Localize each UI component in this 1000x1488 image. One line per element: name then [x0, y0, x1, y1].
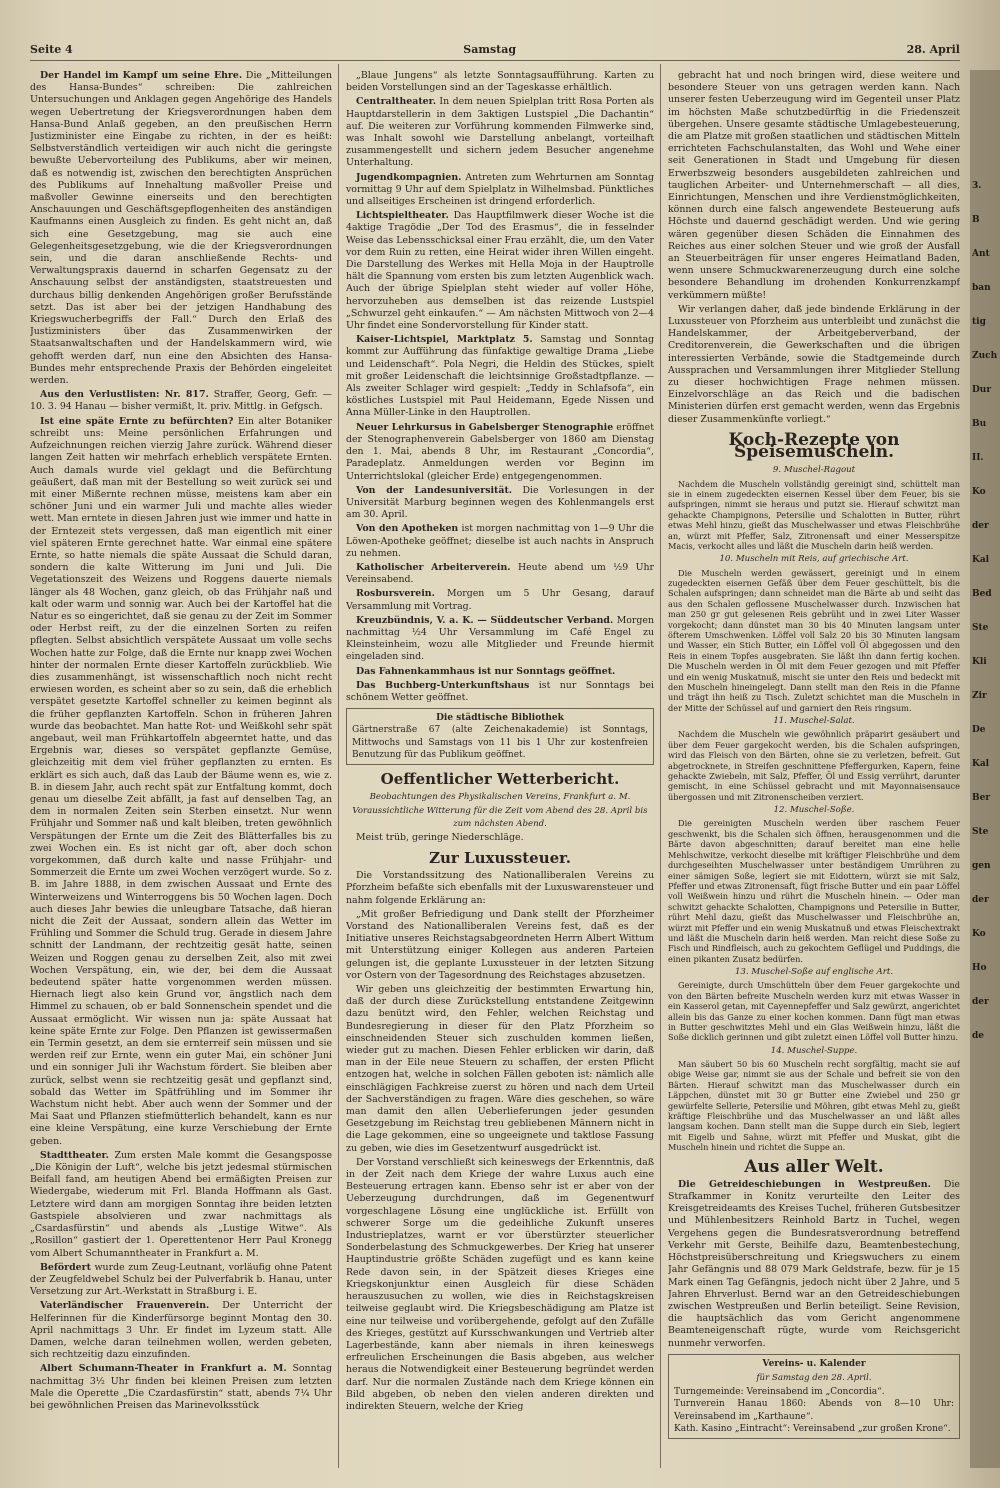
- page-number: Seite 4: [30, 42, 73, 56]
- strip-fragment: ban: [972, 283, 991, 293]
- strip-fragment: B: [972, 215, 980, 225]
- recipe-text: Nachdem die Muscheln vollständig gereinigt sind, schüttelt man sie in einem zugedeckten eisernen Kessel über dem Feuer, bis sie aufspringen, nimmt sie heraus und putzt sie. Hierauf schwitzt man gehackte Champignons, Petersilie und Schalotten in Butter, rührt etwas Mehl hinzu, gießt das Muschelwasser und etwas Fleischbrühe an, würzt mit Pfeffer, Salz, Zitronensaft und einer Messerspitze Macis, verkocht alles und läßt die Muscheln darin heiß werden.: [668, 478, 960, 551]
- article-paragraph: [346, 588, 654, 612]
- recipe-title: 13. Muschel-Soße auf englische Art.: [734, 967, 894, 978]
- article-paragraph: [30, 1262, 332, 1299]
- article-paragraph: [346, 70, 654, 94]
- strip-fragment: tig: [972, 317, 986, 327]
- article-paragraph: [30, 1363, 332, 1412]
- article-paragraph: [30, 416, 332, 1148]
- article-paragraph: [346, 523, 654, 560]
- recipe-text: Nachdem die Muscheln wie gewöhnlich präparirt gesäubert und über dem Feuer gargekocht werden, bis die Schalen aufspringen, wird das Fleisch von den Bärten, ohne sie zu verletzen, befreit. Gut abgetrocknete, in Streifen geschnittene Pfeffergurken, Kapern, feine gehackte Zwiebeln, mit Salz, Pfeffer, Öl und Essig verrührt, darunter gemischt, in eine Schüssel gebracht und mit Mayonnaisensauce übergossen und mit Zitronenscheiben verziert.: [668, 729, 960, 802]
- article-lead: Kaiser-Lichtspiel, Marktplatz 5.: [356, 334, 533, 346]
- strip-fragment: Ho: [972, 963, 987, 973]
- article-paragraph: [30, 70, 332, 387]
- weather-forecast-heading: Voraussichtliche Witterung für die Zeit vom Abend des 28. April bis zum nächsten Abend.: [352, 806, 648, 829]
- strip-fragment: 3.: [972, 181, 982, 191]
- article-lead: Stadttheater.: [40, 1149, 109, 1161]
- recipe-title: 14. Muschel-Suppe.: [770, 1045, 858, 1056]
- weather-forecast: Meist trüb, geringe Niederschläge.: [356, 831, 524, 843]
- library-title: Die städtische Bibliothek: [436, 713, 564, 724]
- article-text: Ein alter Botaniker schreibt uns: Meine persönlichen Erfahrungen und Aufzeichnungen reichen vierzig Jahre zurück. Während dieser langen Zeit hatten wir mehrfach erheblich verspätete Ernten. Auch damals wurde viel geklagt und die Befürchtung geäußert, daß man mit der Bestellung so weit zurück sei und mit einer Mißernte rechnen müsse, meistens kam aber ein schöner Juni und ein warmer Juli und machte alles wieder wett. Man erntete in diesen Jahren just wie immer und hatte in der Erntezeit stets vergessen, daß man eigentlich mit einer viel späteren Ernte gerechnet hatte. War einmal eine spätere Ernte, so hatte niemals die späte Aussaat die Schuld daran, sondern die kalte Witterung im Juni und Juli. Die Vegetationszeit des Weizens und Roggens dauerte niemals länger als 48 Wochen, ganz gleich, ob das Frühjahr naß und kalt oder warm und sonnig war. Auch bei der Kartoffel hat die Natur es so eingerichtet, daß sie genau zu der Zeit im Sommer oder Herbst reift, zu der die einzelnen Sorten zu reifen pflegten. Selbst absichtlich verspätete Aussaat um volle sechs Wochen hatte zur Folge, daß die Ernte nur knapp zwei Wochen hinter der normalen Ernte dieser Kartoffeln zurückblieb. Wie dies zusammenhängt, ist wissenschaftlich noch nicht recht erwiesen worden, es scheint aber so zu sein, daß die erheblich verspätet gesetzte Kartoffel schneller zu keimen beginnt als die früher gepflanzten Kartoffeln. Schon in früheren Jahren wurde das beobachtet. Man hatte Rot- und Weißkohl sehr spät angebaut, weil man Frühkartoffeln abgeerntet hatte, und das Ergebnis war, dieses so verspätet gepflanzte Gemüse, gleichzeitig mit dem viel früher gepflanzten zu ernten. Es erklärt es sich auch, daß das Laub der Bäume wenn es, wie z. B. in diesem Jahr, auch recht spät zur Entfaltung kommt, doch genau um dieselbe Zeit abfällt, ja fast auf denselben Tag, an dem in normalen Zeiten sein Sterben einsetzt. Nur wenn Frühjahr und Sommer naß und kalt bleiben, treten gewöhnlich Verspätungen der Ernte um die Zeit des Blätterfalles bis zu zwei Wochen ein. Es ist nicht gar oft, aber doch schon vorgekommen, daß durch kalte und nasse Frühjahr- und Sommerzeit die Ernte um zwei Wochen verzögert wurde. So z. B. im Jahre 1888, in dem zwischen Aussaat und Ernte des Winterweizens und Winterroggens bis 50 Wochen lagen. Doch auch dieses Jahr bewies die unleugbare Tatsache, daß hieran nicht die Zeit der Aussaat, sondern allein das Wetter im Frühling und Sommer die Schuld trug. Gerade in diesem Jahre schnitt der Landmann, der rechtzeitig gesät hatte, seinen Weizen und Roggen genau zu derselben Zeit, also mit zwei Wochen Verspätung, ein, wie der, bei dem die Aussaat bedeutend später hatte vorgenommen werden müssen. Hiernach liegt also kein Grund vor, ängstlich nach dem Himmel zu schauen, ob er bald Sonnenschein spendet und die Aussaat ermöglicht. Wir wissen nun ja: späte Aussaat hat keine späte Ernte zur Folge. Den Pflanzen ist gewissermaßen ein Termin gesetzt, an dem sie ernterreif sein müssen und sie werden reif zur Ernte, wenn ein guter Mai, ein schöner Juni und ein sonniger Juli ihr Wachstum fördert. Sie bleiben aber zurück, selbst wenn sie rechtzeitig gesät und gepflanzt sind, sobald das Wetter im Spätfrühling und im Sommer ihr Wachstum nicht hebt. Aber auch wenn der Sommer und der Mai Saat und Pflanzen stiefmütterlich behandelt, kann es nur eine kleine Verspätung, eine kurze Verschiebung der Ernte geben.: [30, 415, 332, 1147]
- article-text: Die Strafkammer in Konitz verurteilte den Leiter des Kreisgetreideamts des Kreises Tuchel, früheren Gutsbesitzer und Mühlenbesitzers Reinhold Bartz in Tuchel, wegen Vergehens gegen die Bundesratsverordnung betreffend Verkehr mit Gerste, Beihilfe dazu, Beamtenbestechung, Höchstpreisüberschreitung und Kriegswuchers zu einem Jahr Gefängnis und 88 079 Mark Geldstrafe, bezw. für je 15 Mark einen Tag Gefängnis, jedoch nicht über 2 Jahre, und 5 Jahren Ehrverlust. Bernd war an den Getreideschiebungen zwischen Westpreußen und Berlin beteiligt. Seine Revision, die hauptsächlich das vom Gericht angenommene Beamteneigenschaft rügte, wurde vom Reichsgericht nunmehr verworfen.: [668, 1178, 960, 1349]
- weekday: Samstag: [463, 42, 517, 56]
- column-2: [346, 70, 654, 1468]
- library-notice: [346, 708, 654, 765]
- article-paragraph: [346, 210, 654, 332]
- luxury-paragraph: „Mit großer Befriedigung und Dank stellt der Pforzheimer Vorstand des Nationalliberalen Vereins fest, daß es der Initiative unseres Reichstagsabgeordneten Herrn Albert Wittum mit Unterstützung einiger Kollegen aus anderen Parteien gelungen ist, die geplante Luxussteuer in der letzten Sitzung vor Ostern von der Tagesordnung des Reichstages abzusetzen.: [346, 908, 654, 981]
- strip-fragment: Dur: [972, 385, 992, 395]
- column-3: [668, 70, 960, 1468]
- luxury-paragraph: Wir geben uns gleichzeitig der bestimmten Erwartung hin, daß der durch diese Zurückstellung entstandene Zeitgewinn dazu benützt wird, den Fehler, welchen Reichstag und Bundesregierung in dieser für den Platz Pforzheim so einschneidenden Steuer sich zuschulden kommen ließen, wieder gut zu machen. Diesen Fehler erblicken wir darin, daß man in der Eile neue Steuern zu schaffen, der ersten Pflicht entzogen hat, welche in solchen Fällen geboten ist: nämlich alle einschlägigen Fachkreise zuerst zu hören und nach dem Urteil der Sachverständigen zu fragen. Wäre dies geschehen, so wäre man damit den allen Ueberlieferungen jeder gesunden Gesetzgebung im Reichstag treu gebliebenen Männern nicht in die Lage gekommen, eine so ungeeignete und taktlose Fassung zu geben, wie dies im Gesetzentwurf ausgedrückt ist.: [346, 984, 654, 1154]
- strip-fragment: Bed: [972, 589, 992, 599]
- article-lead: Lichtspieltheater.: [356, 210, 449, 222]
- article-lead: Neuer Lehrkursus in Gabelsberger Stenographie: [356, 421, 614, 433]
- article-lead: Vaterländischer Frauenverein.: [40, 1300, 210, 1312]
- strip-fragment: der: [972, 997, 989, 1007]
- article-lead: Centraltheater.: [356, 96, 436, 108]
- strip-fragment: Kli: [972, 657, 987, 667]
- article-paragraph: [346, 615, 654, 664]
- article-text: Die „Mitteilungen des Hansa-Bundes“ schreiben: Die zahlreichen Untersuchungen und Anklagen gegen Angehörige des Handels wegen Uebertretung der Kriegsverordnungen haben dem Hansa-Bund Anlaß gegeben, an den preußischen Herrn Justizminister eine Eingabe zu richten, in der es heißt: Selbstverständlich verteidigen wir auch nicht die geringste bewußte Uebervorteilung des Publikums, aber wir meinen, daß es notwendig ist, zwischen den berechtigten Ansprüchen des Publikums auf Innehaltung maßvoller Preise und maßvoller Gewinne einerseits und den berechtigten Anschauungen und Geschäftsgepflogenheiten des anständigen Kaufmanns einen Ausgleich zu finden. Es geht nicht an, daß sich eine Gesetzgebung, mag sie auch eine Gelegenheitsgesetzgebung, wie die der Kriegsverordnungen sein, und die daran anschließende Rechts- und Verwaltungspraxis dauernd in scharfen Gegensatz zu der Anschauung selbst der anständigsten, staatstreuesten und durchaus billig denkenden Angehörigen großer Berufsstände setzt. Das ist aber bei der jetzigen Handhabung des Kriegswucherbegriffs der Fall.“ Durch den Erlaß des Justizministers über das Zusammenwirken der Staatsanwaltschaften und der Handelskammern wird, wie gehofft werden darf, nun eine den Absichten des Hansa-Bundes mehr entsprechende Praxis der Behörden eingeleitet werden.: [30, 70, 332, 387]
- article-text: Der Unterricht der Helferinnen für die Kinderfürsorge beginnt Montag den 30. April nachmittags 3 Uhr. Er findet im Lyzeum statt. Alle Damen, welche daran teilnehmen wollen, werden gebeten, sich rechtzeitig dazu einzufinden.: [30, 1300, 332, 1361]
- article-paragraph: [346, 485, 654, 522]
- calendar-line: Turnverein Hanau 1860: Abends von 8—10 Uhr: Vereinsabend im „Karthaune“.: [674, 1399, 954, 1422]
- recipe-title: 12. Muschel-Soße.: [773, 805, 855, 816]
- article-lead: Von der Landesuniversität.: [356, 484, 513, 496]
- article-paragraph: [346, 680, 654, 704]
- strip-fragment: Kal: [972, 555, 990, 565]
- calendar-subtitle: für Samstag den 28. April.: [756, 1372, 872, 1383]
- article-text: ist nur Sonntags bei schönem Wetter geöffnet.: [346, 679, 654, 703]
- article-paragraph: [30, 1300, 332, 1361]
- strip-fragment: Ant: [972, 249, 990, 259]
- strip-fragment: Zuch: [972, 351, 998, 361]
- article-text: eröffnet der Stenographenverein Gabelsberger von 1860 am Dienstag den 1. Mai, abends 8 Uhr, im Restaurant „Concordia“, Paradeplatz. Anmeldungen werden vor Beginn im Unterrichtslokal (gleicher Erde) entgegengenommen.: [346, 421, 654, 482]
- article-text: Das Hauptfilmwerk dieser Woche ist die 4aktige Tragödie „Der Tod des Erasmus“, die in fesselnder Weise das Lebensschicksal einer Frau erzählt, die, um den Vater vor dem Ruin zu retten, eine Heirat wider ihren Willen eingeht. Die Darstellung des Werkes mit Hella Moja in der Hauptrolle hält die Spannung vom ersten bis zum letzten Augenblick wach. Auch der übrige Spielplan steht wieder auf voller Höhe, hervorzuheben aus demselben ist das reizende Lustspiel „Schwurzel geht einkaufen.“ — Am nächsten Mittwoch von 2—4 Uhr findet eine Sondervorstellung für Kinder statt.: [346, 210, 654, 332]
- article-lead: Katholischer Arbeiterverein.: [356, 561, 511, 573]
- article-text: In dem neuen Spielplan tritt Rosa Porten als Hauptdarstellerin in dem 3aktigen Lustspiel „Die Dachantin“ auf. Die weiteren zur Vorführung kommenden Filmwerke sind, was Inhalt sowohl wie Darstellung anbelangt, vorteilhaft zusammengestellt und sichern jedem Besucher angenehme Unterhaltung.: [346, 96, 654, 169]
- article-lead: Von den Apotheken: [356, 523, 459, 535]
- world-title: Aus aller Welt.: [744, 1156, 884, 1177]
- article-paragraph: [346, 666, 654, 678]
- article-paragraph: [346, 562, 654, 586]
- strip-fragment: Bu: [972, 419, 987, 429]
- recipe-text: Die Muscheln werden gewässert, gereinigt und in einem zugedeckten eisernen Gefäß über dem Feuer geschüttelt, bis die Schalen aufspringen; dann schneidet man die Bärte ab und seiht das aus den Schalen geflossene Muschelwasser durch. Inzwischen hat man 250 gr gut gelesenen Reis gebrüht und in zwei Liter Wasser vorgekocht; dann dünstet man 30 bis 40 Minuten langsam unter öfterem Umschwenken. Löffel voll Salz 20 bis 30 Minuten langsam und Wasser, ein Stich Butter, ein Löffel voll Öl abgegossen und den Reis in einem Topfes ausgebraten. Sie läßt ihn dann fertig kochen. Die Muscheln werden in Öl mit dem Feuer gezogen und mit Pfeffer und ein wenig Muskatnuß, mischt sie unter den Reis und bedeckt mit den Muscheln hineingelegt. Dann stellt man den Reis in die Pfanne und trägt ihn heiß zu Tisch. Zuletzt schichtet man die Muscheln in der Mitte der Schüssel auf und garniert den Reis ringsum.: [668, 567, 960, 713]
- strip-fragment: de: [972, 1031, 985, 1041]
- strip-fragment: Ko: [972, 929, 986, 939]
- library-text: Gärtnerstraße 67 (alte Zeichenakademie) ist Sonntags, Mittwochs und Samstags von 11 bis 1 Uhr zur kostenfreien Benutzung für das Publikum geöffnet.: [352, 725, 648, 760]
- article-lead: Die Getreideschiebungen in Westpreußen.: [678, 1178, 931, 1190]
- strip-fragment: Ko: [972, 487, 986, 497]
- article-text: „Blaue Jungens“ als letzte Sonntagsaufführung. Karten zu beiden Vorstellungen sind an der Tageskasse erhältlich.: [346, 70, 654, 94]
- calendar-line: Kath. Kasino „Eintracht“: Vereinsabend „zur großen Krone“.: [674, 1423, 951, 1434]
- article-text: Antreten zum Wehrturnen am Sonntag vormittag 9 Uhr auf dem Spielplatz in Wilhelmsbad. Pünktliches und allseitiges Erscheinen ist dringend erforderlich.: [346, 171, 654, 208]
- recipe-text: Gereinigte, durch Umschütteln über dem Feuer gargekochte und von den Bärten befreite Muscheln werden kurz mit etwas Wasser in ein Kasserol getan, mit Cayennepfeffer und Salz gewürzt, angerichtet allein bis das Ganze zu einer kochen kommen. Dann fügt man etwas in Butter geschwitztes Mehl und ein Glas Weißwein hinzu, läßt die Soße dicklich gerinnen und gibt zuletzt einen Löffel voll Butter hinzu.: [668, 980, 960, 1043]
- article-text: Die Vorlesungen in der Universität Marburg beginnen wegen des Kohlenmangels erst am 30. April.: [346, 484, 654, 521]
- article-paragraph: [668, 1179, 960, 1350]
- weather-title: Oeffentlicher Wetterbericht.: [380, 769, 620, 788]
- article-paragraph: [346, 172, 654, 209]
- recipe-title: 10. Muscheln mit Reis, auf griechische Art.: [719, 554, 909, 565]
- luxury-title: Zur Luxussteuer.: [429, 848, 571, 867]
- article-lead: Albert Schumann-Theater in Frankfurt a. M.: [40, 1363, 287, 1375]
- article-text: ist morgen nachmittag von 1—9 Uhr die Löwen-Apotheke geöffnet; dieselbe ist auch nachts in Anspruch zu nehmen.: [346, 523, 654, 559]
- adjacent-page-fragments: [972, 180, 998, 1064]
- article-text: Sonntag nachmittag 3½ Uhr finden bei kleinen Preisen zum letzten Male die Operette „Die Czardasfürstin“ statt, abends 7¼ Uhr bei gewöhnlichen Preisen das Marinevolksstück: [30, 1363, 332, 1411]
- calendar-line: Turngemeinde: Vereinsabend im „Concordia“.: [674, 1387, 885, 1398]
- column-1: [30, 70, 332, 1468]
- strip-fragment: Ber: [972, 793, 991, 803]
- article-lead: Rosbursverein.: [356, 588, 435, 600]
- article-text: Straffer, Georg, Gefr. — 10. 3. 94 Hanau — bisher vermißt, lt. priv. Mittlg. in Gefgsch.: [30, 389, 332, 413]
- strip-fragment: Kal: [972, 759, 990, 769]
- strip-fragment: Ste: [972, 827, 989, 837]
- recipe-text: Die gereinigten Muscheln werden über raschem Feuer geschwenkt, bis die Schalen sich öffnen, herausgenommen und die Bärte davon abgeschnitten; darauf bereitet man eine helle Mehlschwitze, verkocht dieselbe mit kräftiger Fleischbrühe und dem durchgeseihten Muschelwasser unter beständigem Umrühren zu einer sämigen Soße, legiert sie mit Eidottern, würzt sie mit Salz, Pfeffer und etwas Zitronensaft, fügt frische Butter und ein paar Löffel voll Weißwein hinzu und rührt die Muscheln hinein. — Oder man schwitzt gehackte Schalotten, Champignons und Petersilie in Butter, rührt Mehl dazu, gießt das Muschelwasser und Fleischbrühe an, würzt mit Pfeffer und ein wenig Muskatnuß und etwas Fleischextrakt und läßt die Muscheln darin heiß werden. Man reicht diese Soße zu Fisch und Rindfleisch, auch zu gekochtem Geflügel und Puddings, die einen pikanten Zusatz bedürfen.: [668, 818, 960, 964]
- strip-fragment: gen: [972, 861, 991, 871]
- article-paragraph: [30, 1150, 332, 1260]
- recipe-title: 11. Muschel-Salat.: [773, 716, 855, 727]
- strip-fragment: der: [972, 521, 989, 531]
- masthead: [30, 38, 960, 61]
- column-rule: [660, 64, 661, 1468]
- article-lead: Jugendkompagnien.: [356, 171, 462, 183]
- article-text: Zum ersten Male kommt die Gesangsposse „Die Königin der Luft“, welche bis jetzt jedesmal stürmischen Beifall fand, am heutigen Abend bei ermäßigten Preisen zur Wiedergabe, wiederum mit Frl. Blanda Hoffmann als Gast. Letztere wird dann am morgigen Sonntag ihre beiden letzten Gastspiele absolvieren und zwar nachmittags als „Csardasfürstin“ und abends als „Lustige Witwe“. Als „Rosillon“ gastiert der 1. Operettentenor Herr Paul Kronegg vom Albert Schumanntheater in Frankfurt a. M.: [30, 1149, 332, 1259]
- article-paragraph: [30, 389, 332, 413]
- strip-fragment: II.: [972, 453, 984, 463]
- article-lead: Kreuzbündnis, V. a. K. — Süddeutscher Verband.: [356, 614, 614, 626]
- continued-paragraph: Wir verlangen daher, daß jede bindende Erklärung in der Luxussteuer von Pforzheim aus unterbleibt und zunächst die Handelskammer, der Arbeitgeberverband, der Creditorenverein, die Gewerkschaften und die übrigen interessierten Verbände, sowie die Stadtgemeinde durch Aussprachen und Versammlungen ihrer Mitglieder Stellung zu dieser hochwichtigen Frage nehmen müssen. Einzelvorschläge an das Reich und die badischen Ministerien dürfen erst gemacht werden, wenn das Ergebnis dieser Zusammenkünfte vorliegt.“: [668, 303, 960, 425]
- date: 28. April: [906, 42, 960, 56]
- article-lead: Aus den Verlustlisten: Nr. 817.: [40, 389, 209, 401]
- recipes-title: Koch-Rezepte von Speisemuscheln.: [728, 429, 900, 463]
- article-text: Heute abend um ½9 Uhr Vereinsabend.: [346, 561, 654, 586]
- article-lead: Ist eine späte Ernte zu befürchten?: [40, 415, 234, 427]
- article-lead: Das Buchberg-Unterkunftshaus: [356, 679, 530, 691]
- article-paragraph: [346, 422, 654, 483]
- strip-fragment: Zir: [972, 691, 987, 701]
- article-text: wurde zum Zeug-Leutnant, vorläufig ohne Patent der Zeugfeldwebel Schulz bei der Pulverfabrik b. Hanau, unter Versetzung zur Art.-Werkstatt in Straßburg i. E.: [30, 1261, 332, 1298]
- strip-fragment: der: [972, 895, 989, 905]
- column-rule: [338, 64, 339, 1468]
- club-calendar: [668, 1354, 960, 1439]
- strip-fragment: Ste: [972, 623, 989, 633]
- calendar-title: Vereins- u. Kalender: [762, 1358, 866, 1369]
- article-lead: Das Fahnenkammhaus ist nur Sonntags geöffnet.: [356, 665, 616, 677]
- luxury-paragraph: Die Vorstandssitzung des Nationalliberalen Vereins zu Pforzheim befaßte sich ebenfalls mit der Luxuswarensteuer und nahm folgende Erklärung an:: [346, 870, 654, 906]
- continued-paragraph: gebracht hat und noch bringen wird, diese weitere und besondere Steuer von uns getragen werden kann. Nach unserer festen Ueberzeugung wird im Gegenteil unser Platz im höchsten Maße schutzbedürftig in die Friedenszeit übergehen. Unsere gesamte städtische Umlagebesteuerung, die am Platze mit großen staatlichen und städtischen Mitteln errichteten Fachschulanstalten, das Wohl und Wehe einer seit Generationen in Stadt und Umgebung für diesen Erwerbszweig besonders ausgebildeten zahlreichen und tauglichen Arbeiter- und Unternehmerschaft — all dies, Einrichtungen, Menschen und ihre Verdienstmöglichkeiten, können durch eine falsch angewendete Besteuerung aufs Höchste und dauernd geschädigt werden. Und wie gering wären gegenüber diesen Schäden die Einnahmen des Reiches aus einer solchen Steuer und wie groß der Ausfall an Steuerbeiträgen für unser engeres Heimatland Baden, wenn unsere Schmuckwarenerzeugung durch eine solche besondere Behandlung im drohenden Konkurrenzkampf verkümmern müßte!: [668, 70, 960, 301]
- luxury-paragraph: Der Vorstand verschließt sich keineswegs der Erkenntnis, daß in der Zeit nach dem Kriege der wahre Luxus auch eine Besteuerung ertragen kann. Ebenso sehr ist er aber von der Ueberzeugung durchdrungen, daß im Gegenentwurf vorgeschlagene Lösung eine unglückliche ist. Erfüllt von schwerer Sorge um die gedeihliche Zukunft unseres Industrieplatzes, warnt er vor überstürzter steuerlicher Sonderbelastung des Schmuckgewerbes. Der Krieg hat unserer Hauptindustrie größte Schäden zugefügt und es kann keine Rede davon sein, in der Spätzeit dieses Krieges eine Kriegskonjunktur einen Ausgleich für diese Schäden herauszusuchen zu wollen, wie dies in Reichstagskreisen teilweise geglaubt wird. Die Kriegsbeschädigung am Platze ist eine nur teilweise und vorübergehende, gefolgt auf den Zufälle des Krieges, gestützt auf Kursschwankungen und Vertrieb alter Lagerbestände, kann aber niemals in ihren keineswegs erfreulichen Erscheinungen die Basis abgeben, aus welcher heraus die Notwendigkeit einer Besteuerung begründet werden darf. Nur die normalen Zustände nach dem Kriege können ein Bild abgeben, ob neben den vielen anderen direkten und indirekten Steuern, welche der Krieg: [346, 1156, 654, 1412]
- recipe-text: Man säubert 50 bis 60 Muscheln recht sorgfältig, macht sie auf obige Weise gar, nimmt sie aus der Schale und befreit sie von den Bärten. Hierauf schwitzt man das Muschelwasser durch ein Läppchen, dünstet mit 30 gr Butter eine Zwiebel und 250 gr gewürfelte Sellerie, Petersilie und Möhren, gibt etwas Mehl zu, gießt kräftige Fleischbrühe und das Muschelwasser an und läßt alles langsam kochen. Dann stellt man die Suppe durch ein Sieb, legiert mit Eigelb und Sahne, würzt mit Pfeffer und Muskat, gibt die Muscheln hinein und richtet die Suppe an.: [668, 1059, 960, 1153]
- article-text: Samstag und Sonntag kommt zur Aufführung das fünfaktige gewaltige Drama „Liebe und Leidenschaft“. Pola Negri, die Heldin des Stückes, spielt mit großer Leidenschaft die leichtsinnige Großstadtpflanze. — Als zweiter Schlager wird gespielt: „Teddy in Schlafsofa“, ein köstliches Lustspiel mit Paul Heidemann, Egede Nissen und Anna Müller-Linke in den Hauptrollen.: [346, 334, 654, 419]
- strip-fragment: De: [972, 725, 986, 735]
- article-text: Morgen nachmittag ½4 Uhr Versammlung im Café Engel zu Kleinsteinheim, wozu alle Mitglieder und Freunde hiermit eingeladen sind.: [346, 614, 654, 663]
- recipe-title: 9. Muschel-Ragout: [772, 465, 856, 476]
- weather-source: Beobachtungen des Physikalischen Vereins, Frankfurt a. M.: [369, 792, 631, 803]
- article-paragraph: [346, 334, 654, 419]
- article-paragraph: [346, 96, 654, 169]
- article-lead: Befördert: [40, 1261, 91, 1273]
- article-lead: Der Handel im Kampf um seine Ehre.: [40, 70, 243, 81]
- article-text: Morgen um 5 Uhr Gesang, darauf Versammlung mit Vortrag.: [346, 588, 654, 612]
